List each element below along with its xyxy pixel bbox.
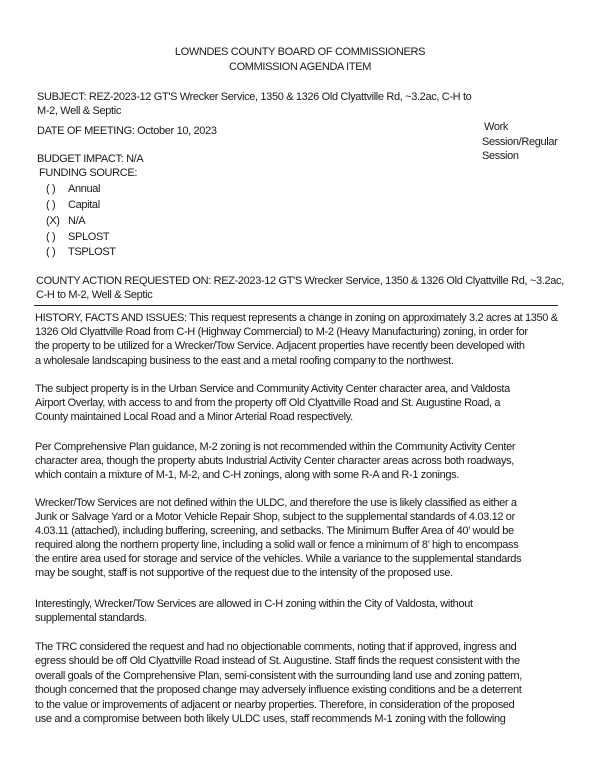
- funding-option-label: Capital: [68, 199, 100, 211]
- funding-option-tsplost: [46, 246, 116, 259]
- subject-line-2: M-2, Well & Septic: [37, 105, 121, 117]
- paragraph-2-line: Airport Overlay, with access to and from the property off Old Clyattville Road and St. Augustine Road, a: [35, 397, 501, 409]
- paragraph-3-line: character area, though the property abuts Industrial Activity Center character areas across both roadways,: [35, 455, 514, 467]
- paragraph-4-line: Wrecker/Tow Services are not defined within the ULDC, and therefore the use is likely classified as either a: [35, 497, 517, 509]
- session-type-line-1: Work: [484, 121, 509, 133]
- budget-impact: BUDGET IMPACT: N/A: [37, 153, 144, 165]
- meeting-date: DATE OF MEETING: October 10, 2023: [37, 125, 217, 137]
- funding-option-n-a: [46, 215, 85, 228]
- paragraph-4-line: may be sought, staff is not supportive of the request due to the intensity of the proposed use.: [35, 567, 453, 579]
- section-divider: [34, 305, 558, 306]
- funding-option-label: TSPLOST: [68, 246, 116, 258]
- paragraph-3-line: which contain a mixture of M-1, M-2, and C-H zonings, along with some R-A and R-1 zonings.: [35, 469, 459, 481]
- funding-option-checkbox: ( ): [46, 199, 56, 211]
- paragraph-1-line: a wholesale landscaping business to the east and a metal roofing company to the northwest.: [35, 355, 454, 367]
- paragraph-4-line: required along the northern property line, including a solid wall or fence a minimum of 8’ high to encompass: [35, 539, 519, 551]
- funding-option-checkbox: ( ): [46, 246, 56, 258]
- paragraph-6-line: use and a compromise between both likely ULDC uses, staff recommends M-1 zoning with the following: [35, 713, 506, 725]
- funding-source-label: FUNDING SOURCE:: [39, 167, 138, 179]
- paragraph-1-line: 1326 Old Clyattville Road from C-H (Highway Commercial) to M-2 (Heavy Manufacturing) zoning, in order for: [35, 326, 528, 338]
- document-title: LOWNDES COUNTY BOARD OF COMMISSIONERS: [174, 46, 426, 58]
- county-action-line-2: C-H to M-2, Well & Septic: [36, 289, 153, 301]
- paragraph-1-line: HISTORY, FACTS AND ISSUES: This request represents a change in zoning on approximately 3.2 acres at 1350 &: [35, 312, 558, 324]
- paragraph-6-line: overall goals of the Comprehensive Plan, semi-consistent with the surrounding land use and zoning pattern,: [35, 670, 522, 682]
- paragraph-6-line: The TRC considered the request and had no objectionable comments, noting that if approved, ingress and: [35, 641, 517, 653]
- paragraph-4-line: the entire area used for storage and service of the vehicles. While a variance to the supplemental standards: [35, 553, 522, 565]
- session-type-line-2: Session/Regular: [482, 136, 558, 148]
- paragraph-3-line: Per Comprehensive Plan guidance, M-2 zoning is not recommended within the Community Activity Center: [35, 441, 516, 453]
- funding-option-checkbox: (X): [46, 215, 60, 227]
- paragraph-2-line: The subject property is in the Urban Service and Community Activity Center character area, and Valdosta: [35, 383, 510, 395]
- paragraph-6-line: to the value or improvements of adjacent or nearby properties. Therefore, in consideration of the proposed: [35, 699, 515, 711]
- county-action-line-1: COUNTY ACTION REQUESTED ON: REZ-2023-12 GT'S Wrecker Service, 1350 & 1326 Old Clyattville Rd, ~3.2ac,: [36, 275, 564, 287]
- funding-option-label: SPLOST: [68, 231, 110, 243]
- document-subtitle: COMMISSION AGENDA ITEM: [228, 61, 372, 73]
- session-type-line-3: Session: [482, 150, 519, 162]
- paragraph-5-line: Interestingly, Wrecker/Tow Services are allowed in C-H zoning within the City of Valdosta, without: [35, 598, 473, 610]
- funding-option-annual: [46, 183, 100, 196]
- subject-line-1: SUBJECT: REZ-2023-12 GT'S Wrecker Service, 1350 & 1326 Old Clyattville Rd, ~3.2ac, C-H to: [37, 91, 472, 103]
- funding-option-checkbox: ( ): [46, 183, 56, 195]
- paragraph-2-line: County maintained Local Road and a Minor Arterial Road respectively.: [35, 411, 353, 423]
- paragraph-5-line: supplemental standards.: [35, 612, 147, 624]
- funding-option-label: N/A: [68, 215, 86, 227]
- paragraph-6-line: egress should be off Old Clyattville Road instead of St. Augustine. Staff finds the request consistent with the: [35, 655, 520, 667]
- paragraph-4-line: 4.03.11 (attached), including buffering, screening, and setbacks. The Minimum Buffer Area of 40’ would be: [35, 525, 514, 537]
- funding-option-label: Annual: [68, 183, 101, 195]
- paragraph-1-line: the property to be utilized for a Wrecker/Tow Service. Adjacent properties have recently been developed with: [35, 340, 525, 352]
- funding-option-checkbox: ( ): [46, 231, 56, 243]
- paragraph-6-line: though concerned that the proposed change may adversely influence existing conditions and be a deterrent: [35, 684, 522, 696]
- funding-option-splost: [46, 231, 109, 244]
- paragraph-4-line: Junk or Salvage Yard or a Motor Vehicle Repair Shop, subject to the supplemental standards of 4.03.12 or: [35, 511, 515, 523]
- funding-option-capital: [46, 199, 100, 212]
